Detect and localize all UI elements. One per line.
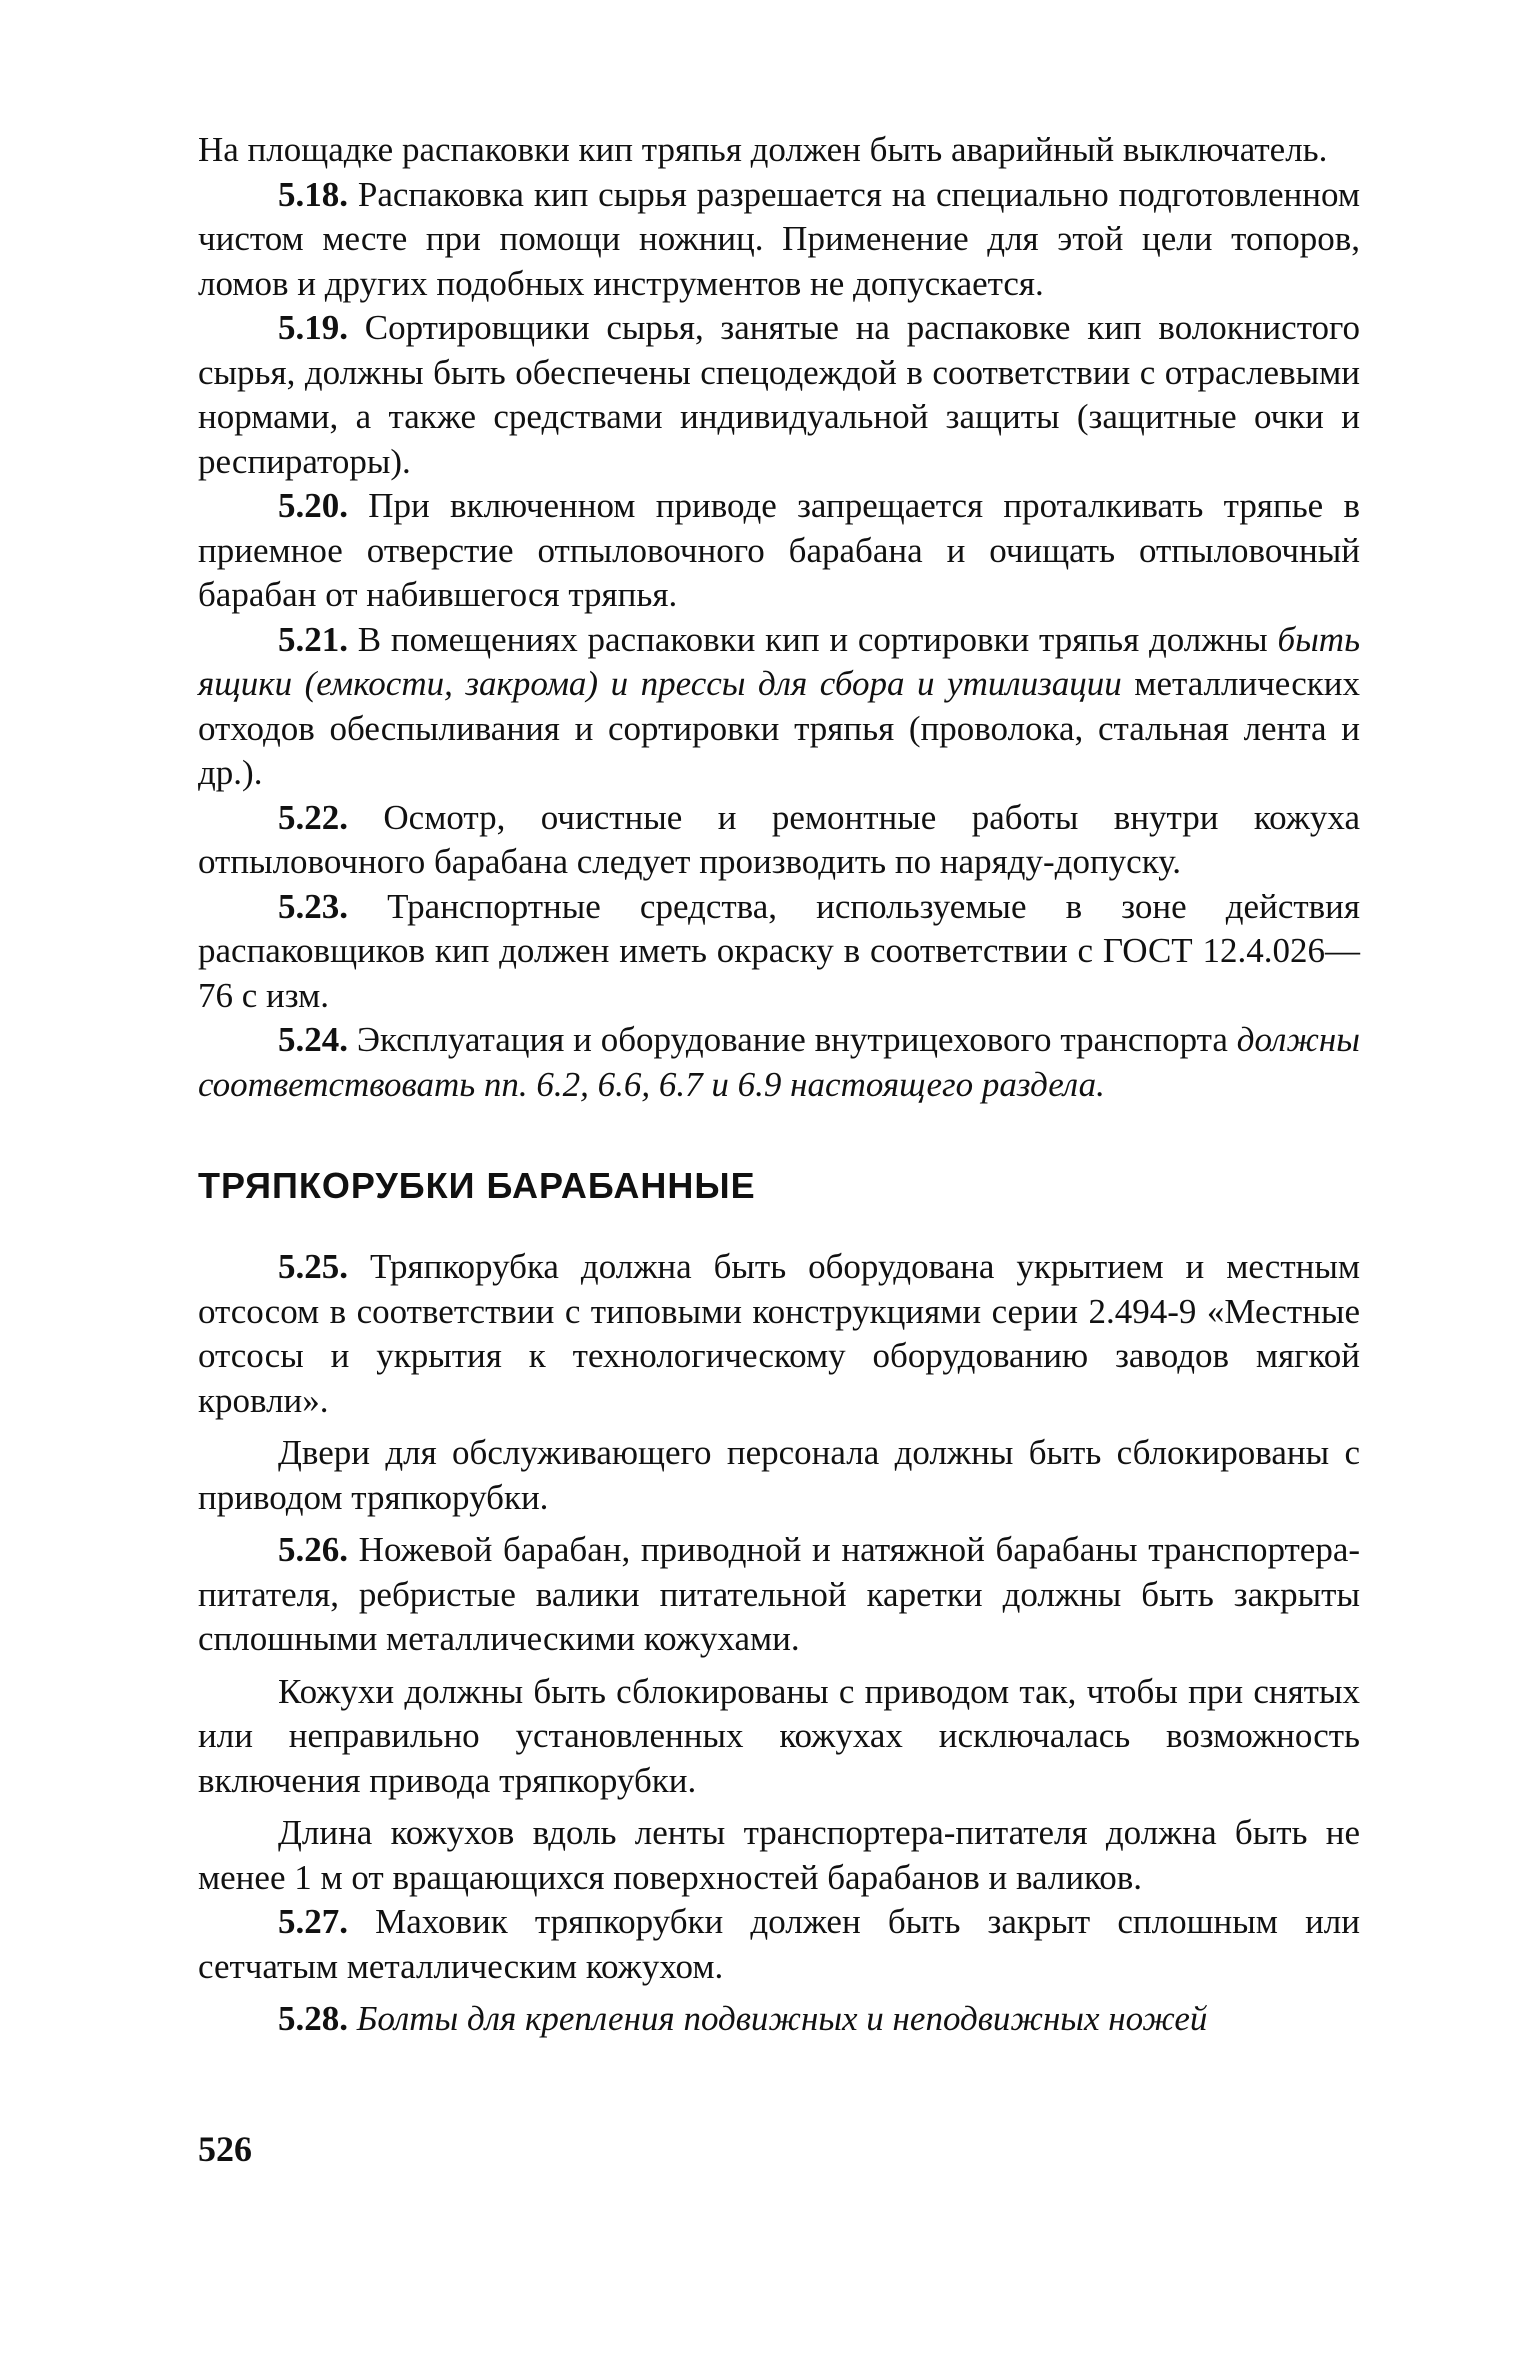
paragraph-text: Кожухи должны быть сблокированы с приводом так, чтобы при снятых или неправильно установленных кожухах исключалась возможность включения привода тряпкорубки. bbox=[198, 1671, 1360, 1800]
paragraph-5-26-length bbox=[198, 1811, 1360, 1900]
paragraph-text-italic: быть ящики (емкости, закрома) и прессы для сбора и утилизации bbox=[198, 619, 1361, 703]
paragraph-text: Маховик тряпкорубки должен быть закрыт сплошным или сетчатым металлическим кожухом. bbox=[198, 1902, 1360, 1986]
paragraph-text: Сортировщики сырья, занятые на распаковке кип волокнистого сырья, должны быть обеспечены спецодеждой в соответствии с отраслевыми нормами, а также средствами индивидуальной защиты (защитные очки и респираторы). bbox=[198, 308, 1361, 481]
paragraph-5-22 bbox=[198, 796, 1360, 885]
paragraph-emergency-switch bbox=[198, 128, 1360, 173]
clause-number: 5.22. bbox=[278, 797, 348, 837]
paragraph-text-italic: Болты для крепления подвижных и неподвижных ножей bbox=[356, 1999, 1208, 2038]
paragraph-text: Длина кожухов вдоль ленты транспортера-питателя должна быть не менее 1 м от вращающихся поверхностей барабанов и валиков. bbox=[198, 1813, 1360, 1897]
paragraph-5-18 bbox=[198, 173, 1360, 307]
paragraph-5-19 bbox=[198, 306, 1360, 484]
paragraph-text: Осмотр, очистные и ремонтные работы внутри кожуха отпыловочного барабана следует производить по наряду-допуску. bbox=[198, 797, 1361, 881]
clause-number: 5.18. bbox=[278, 174, 348, 214]
section-unpacking bbox=[198, 128, 1360, 1107]
paragraph-5-20 bbox=[198, 484, 1360, 618]
paragraph-text: На площадке распаковки кип тряпья должен быть аварийный выключатель. bbox=[198, 130, 1328, 169]
page-number: 526 bbox=[198, 2129, 252, 2169]
paragraph-5-23 bbox=[198, 885, 1360, 1019]
paragraph-text-italic: должны соответствовать пп. 6.2, 6.6, 6.7 и 6.9 настоящего раздела. bbox=[198, 1020, 1360, 1104]
section-rag-choppers bbox=[198, 1245, 1360, 2042]
clause-number: 5.20. bbox=[278, 486, 348, 525]
paragraph-text: Ножевой барабан, приводной и натяжной барабаны транспортера-питателя, ребристые валики питательной каретки должны быть закрыты сплошными металлическими кожухами. bbox=[198, 1530, 1361, 1658]
paragraph-5-26-covers bbox=[198, 1670, 1360, 1804]
paragraph-5-25 bbox=[198, 1245, 1360, 1423]
paragraph-text: металлических отходов обеспыливания и сортировки тряпья (проволока, стальная лента и др.). bbox=[198, 664, 1360, 792]
paragraph-text: Тряпкорубка должна быть оборудована укрытием и местным отсосом в соответствии с типовыми конструкциями серии 2.494-9 «Местные отсосы и укрытия к технологическому оборудованию заводов мягкой кровли». bbox=[198, 1247, 1361, 1420]
paragraph-text: Двери для обслуживающего персонала должны быть сблокированы с приводом тряпкорубки. bbox=[198, 1433, 1360, 1517]
paragraph-5-24 bbox=[198, 1018, 1360, 1107]
clause-number: 5.28. bbox=[278, 1999, 348, 2038]
clause-number: 5.21. bbox=[278, 619, 348, 659]
paragraph-text: В помещениях распаковки кип и сортировки тряпья должны bbox=[357, 619, 1268, 659]
clause-number: 5.26. bbox=[278, 1530, 348, 1569]
clause-number: 5.25. bbox=[278, 1247, 348, 1286]
page-content bbox=[198, 128, 1360, 2042]
paragraph-5-28 bbox=[198, 1997, 1360, 2042]
paragraph-text: При включенном приводе запрещается проталкивать тряпье в приемное отверстие отпыловочного барабана и очищать отпыловочный барабан от набившегося тряпья. bbox=[198, 486, 1361, 614]
clause-number: 5.19. bbox=[278, 308, 348, 347]
clause-number: 5.23. bbox=[278, 886, 348, 926]
paragraph-text: Эксплуатация и оборудование внутрицехового транспорта bbox=[356, 1020, 1228, 1059]
paragraph-5-27 bbox=[198, 1900, 1360, 1989]
paragraph-5-26 bbox=[198, 1528, 1360, 1662]
section-heading: ТРЯПКОРУБКИ БАРАБАННЫЕ bbox=[198, 1165, 756, 1206]
clause-number: 5.27. bbox=[278, 1902, 348, 1941]
paragraph-text: Транспортные средства, используемые в зоне действия распаковщиков кип должен иметь окраску в соответствии с ГОСТ 12.4.026—76 с изм. bbox=[198, 886, 1361, 1015]
paragraph-5-25-doors bbox=[198, 1431, 1360, 1520]
paragraph-5-21 bbox=[198, 618, 1360, 796]
clause-number: 5.24. bbox=[278, 1020, 348, 1059]
paragraph-text: Распаковка кип сырья разрешается на специально подготовленном чистом месте при помощи ножниц. Применение для этой цели топоров, ломов и других подобных инструментов не допускается. bbox=[198, 174, 1360, 303]
